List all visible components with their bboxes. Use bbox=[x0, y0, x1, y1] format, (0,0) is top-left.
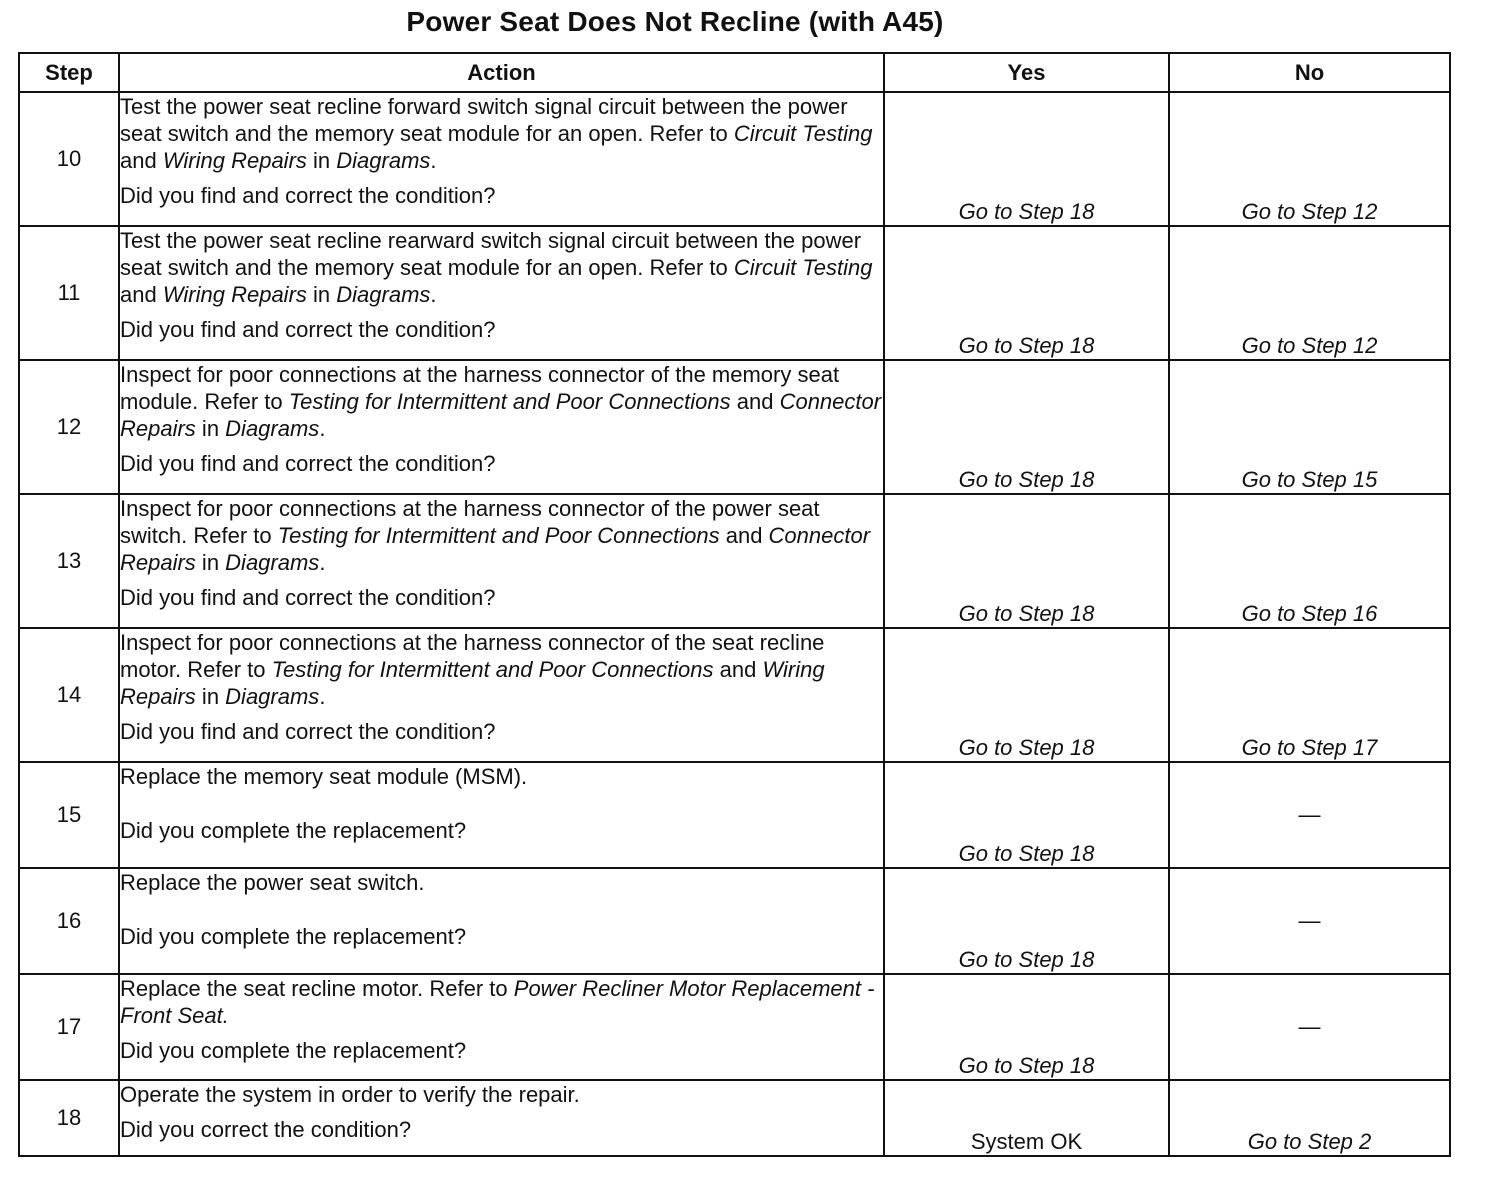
no-outcome: — bbox=[1169, 974, 1450, 1080]
action-segment: Replace the memory seat module (MSM). bbox=[120, 764, 528, 789]
no-outcome: Go to Step 17 bbox=[1169, 628, 1450, 762]
action-reference: Testing for Intermittent and Poor Connections bbox=[271, 657, 714, 682]
yes-outcome: Go to Step 18 bbox=[884, 762, 1169, 868]
action-segment: and bbox=[713, 657, 763, 682]
action-cell bbox=[119, 628, 884, 762]
step-number: 11 bbox=[19, 226, 119, 360]
action-segment: in bbox=[195, 684, 226, 709]
yes-outcome: Go to Step 18 bbox=[884, 868, 1169, 974]
action-reference: Testing for Intermittent and Poor Connections bbox=[277, 523, 720, 548]
step-number: 15 bbox=[19, 762, 119, 868]
action-segment: in bbox=[306, 282, 337, 307]
step-number: 12 bbox=[19, 360, 119, 494]
table-row bbox=[19, 494, 1450, 628]
action-segment: Test the power seat recline rearward switch signal circuit between the power seat switch and the memory seat module for an open. Refer to bbox=[120, 228, 862, 280]
step-number: 18 bbox=[19, 1080, 119, 1156]
action-segment: Test the power seat recline forward switch signal circuit between the power seat switch and the memory seat module for an open. Refer to bbox=[120, 94, 848, 146]
action-text bbox=[120, 93, 883, 174]
action-text bbox=[120, 227, 883, 308]
action-segment: . bbox=[430, 148, 437, 173]
table-row bbox=[19, 868, 1450, 974]
action-question: Did you complete the replacement? bbox=[120, 818, 467, 843]
yes-outcome: Go to Step 18 bbox=[884, 92, 1169, 226]
action-question: Did you complete the replacement? bbox=[120, 924, 467, 949]
table-row bbox=[19, 762, 1450, 868]
action-reference: Diagrams bbox=[225, 684, 320, 709]
spacer bbox=[120, 790, 883, 817]
header-no: No bbox=[1169, 53, 1450, 92]
action-text bbox=[120, 361, 883, 442]
step-number: 14 bbox=[19, 628, 119, 762]
action-segment: . bbox=[430, 282, 437, 307]
action-segment: . bbox=[319, 416, 326, 441]
page-title: Power Seat Does Not Recline (with A45) bbox=[406, 6, 944, 37]
step-number: 17 bbox=[19, 974, 119, 1080]
action-question: Did you find and correct the condition? bbox=[120, 451, 496, 476]
action-question: Did you find and correct the condition? bbox=[120, 719, 496, 744]
action-cell bbox=[119, 868, 884, 974]
spacer bbox=[120, 896, 883, 923]
no-outcome: — bbox=[1169, 868, 1450, 974]
action-segment: . bbox=[319, 684, 326, 709]
action-segment: in bbox=[195, 550, 226, 575]
no-outcome: — bbox=[1169, 762, 1450, 868]
action-cell bbox=[119, 974, 884, 1080]
action-question: Did you find and correct the condition? bbox=[120, 183, 496, 208]
header-action: Action bbox=[119, 53, 884, 92]
step-number: 13 bbox=[19, 494, 119, 628]
action-cell bbox=[119, 360, 884, 494]
action-reference: Diagrams bbox=[225, 416, 320, 441]
action-segment: and bbox=[120, 148, 163, 173]
action-reference: Connector Repairs bbox=[120, 523, 871, 575]
yes-outcome: Go to Step 18 bbox=[884, 628, 1169, 762]
action-segment: and bbox=[719, 523, 769, 548]
action-text bbox=[120, 869, 883, 896]
action-text bbox=[120, 1081, 883, 1108]
step-number: 10 bbox=[19, 92, 119, 226]
action-text bbox=[120, 975, 883, 1029]
action-segment: in bbox=[306, 148, 337, 173]
action-cell bbox=[119, 494, 884, 628]
action-cell bbox=[119, 92, 884, 226]
step-number: 16 bbox=[19, 868, 119, 974]
no-outcome: Go to Step 12 bbox=[1169, 226, 1450, 360]
action-reference: Diagrams bbox=[225, 550, 320, 575]
no-outcome: Go to Step 15 bbox=[1169, 360, 1450, 494]
action-segment: Inspect for poor connections at the harness connector of the seat recline motor. Refer to bbox=[120, 630, 825, 682]
table-row bbox=[19, 974, 1450, 1080]
yes-outcome: Go to Step 18 bbox=[884, 494, 1169, 628]
action-segment: and bbox=[120, 282, 163, 307]
action-reference: Testing for Intermittent and Poor Connections bbox=[288, 389, 731, 414]
action-reference: Wiring Repairs bbox=[162, 282, 307, 307]
table-row bbox=[19, 1080, 1450, 1156]
action-reference: Circuit Testing bbox=[733, 255, 873, 280]
action-segment: Operate the system in order to verify the repair. bbox=[120, 1082, 580, 1107]
action-segment: Replace the seat recline motor. Refer to bbox=[120, 976, 514, 1001]
action-segment: Replace the power seat switch. bbox=[120, 870, 425, 895]
action-reference: Wiring Repairs bbox=[162, 148, 307, 173]
action-reference: Power Recliner Motor Replacement - Front Seat. bbox=[120, 976, 875, 1028]
table-row bbox=[19, 226, 1450, 360]
no-outcome: Go to Step 16 bbox=[1169, 494, 1450, 628]
action-cell bbox=[119, 1080, 884, 1156]
action-question: Did you find and correct the condition? bbox=[120, 317, 496, 342]
action-question: Did you correct the condition? bbox=[120, 1117, 412, 1142]
table-row bbox=[19, 628, 1450, 762]
table-row bbox=[19, 92, 1450, 226]
action-segment: in bbox=[195, 416, 226, 441]
action-cell bbox=[119, 762, 884, 868]
action-reference: Diagrams bbox=[336, 282, 431, 307]
action-question: Did you complete the replacement? bbox=[120, 1038, 467, 1063]
action-segment: . bbox=[319, 550, 326, 575]
action-reference: Diagrams bbox=[336, 148, 431, 173]
action-cell bbox=[119, 226, 884, 360]
table-header-row bbox=[19, 53, 1450, 92]
yes-outcome: Go to Step 18 bbox=[884, 974, 1169, 1080]
yes-outcome: Go to Step 18 bbox=[884, 360, 1169, 494]
action-text bbox=[120, 495, 883, 576]
diagnostic-table bbox=[18, 52, 1451, 1157]
yes-outcome: System OK bbox=[884, 1080, 1169, 1156]
action-reference: Connector Repairs bbox=[120, 389, 882, 441]
table-row bbox=[19, 360, 1450, 494]
action-segment: Inspect for poor connections at the harness connector of the memory seat module. Refer to bbox=[120, 362, 840, 414]
action-segment: Inspect for poor connections at the harness connector of the power seat switch. Refer to bbox=[120, 496, 820, 548]
no-outcome: Go to Step 12 bbox=[1169, 92, 1450, 226]
no-outcome: Go to Step 2 bbox=[1169, 1080, 1450, 1156]
header-step: Step bbox=[19, 53, 119, 92]
action-reference: Wiring Repairs bbox=[120, 657, 825, 709]
yes-outcome: Go to Step 18 bbox=[884, 226, 1169, 360]
action-reference: Circuit Testing bbox=[733, 121, 873, 146]
header-yes: Yes bbox=[884, 53, 1169, 92]
action-text bbox=[120, 629, 883, 710]
table-body bbox=[19, 92, 1450, 1156]
action-segment: and bbox=[730, 389, 780, 414]
action-text bbox=[120, 763, 883, 790]
action-question: Did you find and correct the condition? bbox=[120, 585, 496, 610]
